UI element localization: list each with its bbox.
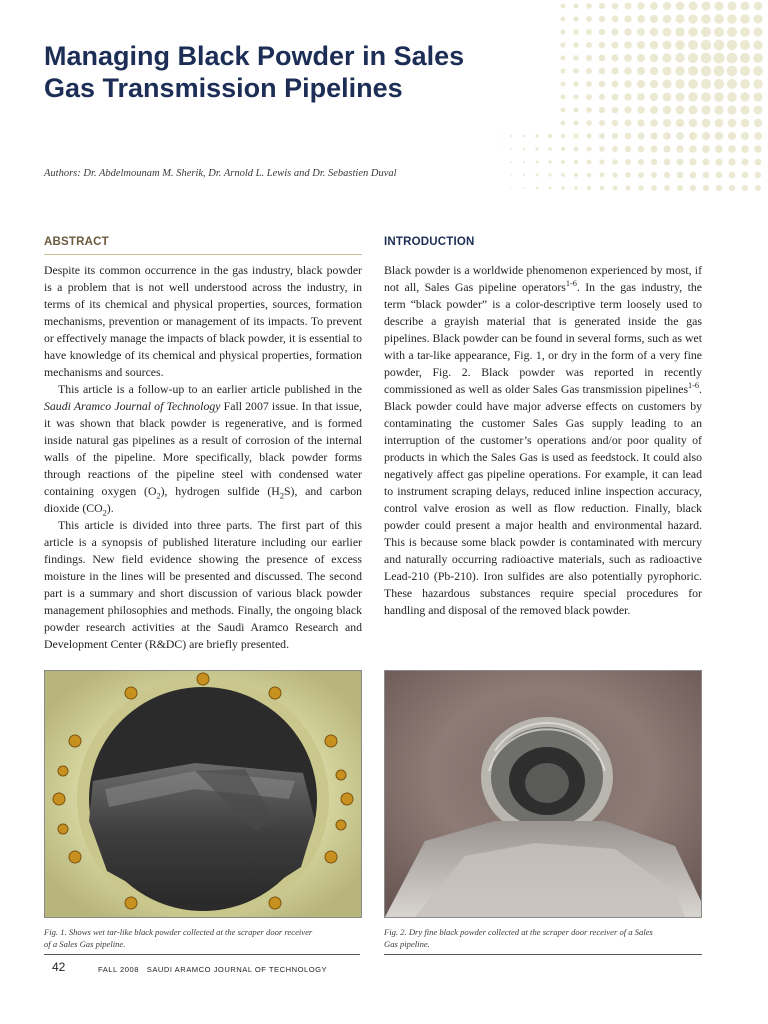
- decorative-dot: [740, 105, 749, 114]
- decorative-dot: [586, 94, 592, 100]
- decorative-dot: [688, 53, 698, 63]
- decorative-dot: [573, 81, 579, 87]
- decorative-dot: [510, 187, 511, 188]
- decorative-dot: [740, 53, 750, 63]
- decorative-dot: [728, 119, 737, 128]
- decorative-dot: [600, 186, 605, 191]
- abstract-body: [44, 262, 362, 653]
- decorative-dot: [625, 146, 631, 152]
- decorative-dot: [714, 27, 724, 37]
- decorative-dot: [611, 80, 618, 87]
- reference-superscript-1: 1-6: [565, 279, 577, 289]
- decorative-dot: [523, 161, 525, 163]
- decorative-dot: [702, 158, 709, 165]
- running-footer: FALL 2008 SAUDI ARAMCO JOURNAL OF TECHNOLOGY: [98, 965, 328, 974]
- decorative-dot: [523, 148, 526, 151]
- decorative-dot: [638, 133, 645, 140]
- decorative-dot: [714, 14, 724, 24]
- decorative-dot: [753, 92, 762, 101]
- decorative-dot: [664, 185, 670, 191]
- decorative-dot: [586, 107, 592, 113]
- decorative-dot: [599, 29, 606, 36]
- decorative-dot: [586, 133, 591, 138]
- decorative-dot: [612, 3, 619, 10]
- decorative-dot: [561, 17, 566, 22]
- decorative-dot: [753, 27, 762, 36]
- decorative-dot: [637, 106, 645, 114]
- hydrogen-subscript: 2: [279, 491, 284, 501]
- decorative-dot: [599, 68, 606, 75]
- decorative-dot: [625, 159, 631, 165]
- decorative-dot: [612, 120, 619, 127]
- decorative-dot: [690, 185, 696, 191]
- decorative-dot: [727, 92, 737, 102]
- decorative-dot: [701, 40, 711, 50]
- decorative-dot: [740, 92, 749, 101]
- decorative-dot: [535, 134, 538, 137]
- decorative-dot: [637, 2, 645, 10]
- decorative-dot: [702, 145, 710, 153]
- decorative-dot: [716, 185, 722, 191]
- decorative-dot: [728, 145, 736, 153]
- decorative-dot: [510, 161, 512, 163]
- decorative-dot: [599, 107, 605, 113]
- decorative-dot: [755, 185, 761, 191]
- decorative-dot: [688, 92, 697, 101]
- decorative-dot: [727, 66, 738, 77]
- decorative-dot: [599, 133, 605, 139]
- decorative-dot: [587, 186, 591, 190]
- decorative-dot: [637, 93, 645, 101]
- decorative-dot: [729, 185, 735, 191]
- decorative-dot: [688, 14, 697, 23]
- decorative-dot: [612, 172, 617, 177]
- decorative-dot: [574, 147, 579, 152]
- decorative-dot: [650, 41, 659, 50]
- decorative-dot: [599, 120, 605, 126]
- footer-rule-right: [384, 954, 702, 955]
- decorative-dot: [624, 67, 632, 75]
- decorative-dot: [637, 28, 645, 36]
- decorative-dot: [753, 14, 762, 23]
- decorative-dot: [727, 105, 736, 114]
- decorative-dot: [701, 53, 712, 64]
- decorative-dot: [703, 172, 710, 179]
- decorative-dot: [676, 106, 685, 115]
- decorative-dot: [714, 1, 723, 10]
- decorative-dot: [612, 94, 619, 101]
- decorative-dot: [716, 172, 723, 179]
- decorative-dot: [611, 67, 618, 74]
- decorative-dot: [741, 132, 749, 140]
- decorative-dot: [497, 148, 498, 149]
- decorative-dot: [599, 3, 605, 9]
- abstract-paragraph-3: This article is divided into three parts. The first part of this article is a synopsis of published literature including our earlier findings. New field evidence showing the presence of excess moisture in the lines will be presented and discussed. The second part is a summary and short discussion of various black powder management philosophies and methods. Finally, the ongoing black powder research activities at the Saudi Aramco Research and Development Center (R&DC) are briefly presented.: [44, 518, 362, 651]
- figure-2-photo: [384, 670, 702, 918]
- decorative-dot: [728, 158, 735, 165]
- decorative-dot: [624, 54, 632, 62]
- decorative-dot: [650, 67, 659, 76]
- decorative-dot: [650, 93, 658, 101]
- abstract-p2-text-a: This article is a follow-up to an earlier article published in the: [58, 382, 362, 396]
- decorative-dot: [637, 41, 645, 49]
- decorative-dot: [676, 2, 685, 11]
- decorative-dot: [729, 172, 736, 179]
- decorative-dot: [638, 159, 644, 165]
- abstract-p2-text-c: ), hydrogen sulfide (H: [160, 484, 280, 498]
- decorative-dot: [663, 106, 671, 114]
- decorative-dot: [561, 121, 566, 126]
- decorative-dot: [612, 133, 618, 139]
- journal-name: Saudi Aramco Journal of Technology: [44, 399, 221, 413]
- decorative-dot: [663, 119, 671, 127]
- decorative-dot: [536, 187, 539, 190]
- decorative-dot: [638, 172, 644, 178]
- decorative-dot: [715, 145, 723, 153]
- decorative-dot: [561, 147, 565, 151]
- decorative-dot: [612, 159, 618, 165]
- decorative-dot: [713, 52, 724, 63]
- decorative-dot: [624, 15, 631, 22]
- decorative-dot: [676, 15, 685, 24]
- decorative-dot: [650, 15, 658, 23]
- decorative-dot: [523, 135, 526, 138]
- decorative-dot: [599, 94, 605, 100]
- decorative-dot: [548, 134, 552, 138]
- decorative-dot: [715, 132, 723, 140]
- abstract-heading: ABSTRACT: [44, 236, 362, 255]
- decorative-dot: [561, 4, 566, 9]
- decorative-dot: [599, 81, 606, 88]
- page-number: 42: [52, 960, 66, 974]
- article-title: [44, 40, 564, 104]
- decorative-dot: [651, 146, 658, 153]
- decorative-dot: [510, 148, 512, 150]
- decorative-dot: [625, 185, 630, 190]
- decorative-dot: [664, 172, 670, 178]
- decorative-dot: [561, 186, 564, 189]
- decorative-dot: [637, 119, 644, 126]
- decorative-dot: [688, 79, 698, 89]
- decorative-dot: [663, 145, 670, 152]
- decorative-dot: [663, 132, 671, 140]
- decorative-dot: [675, 92, 684, 101]
- author-line: Authors: Dr. Abdelmounam M. Sherik, Dr. Arnold L. Lewis and Dr. Sebastien Duval: [44, 168, 397, 179]
- decorative-dot: [586, 42, 592, 48]
- decorative-dot: [574, 134, 579, 139]
- figure-2-caption: Fig. 2. Dry fine black powder collected at the scraper door receiver of a Sales Gas pipeline.: [384, 927, 653, 949]
- decorative-dot: [740, 40, 750, 50]
- decorative-dot: [637, 54, 645, 62]
- decorative-dot: [574, 160, 578, 164]
- decorative-dot: [587, 160, 592, 165]
- decorative-dot: [561, 134, 566, 139]
- introduction-paragraph: [384, 262, 702, 619]
- decorative-dot: [599, 159, 604, 164]
- decorative-dot: [727, 53, 738, 64]
- footer-rule-left: [44, 954, 360, 955]
- decorative-dot: [663, 93, 672, 102]
- decorative-dot: [573, 94, 578, 99]
- decorative-dot: [689, 132, 697, 140]
- decorative-dot: [689, 145, 697, 153]
- decorative-dot: [753, 79, 762, 88]
- decorative-dot: [727, 27, 737, 37]
- decorative-dot: [586, 68, 592, 74]
- decorative-dot: [740, 27, 750, 37]
- decorative-dot: [613, 186, 618, 191]
- decorative-dot: [753, 66, 763, 76]
- decorative-dot: [688, 27, 698, 37]
- oxygen-subscript: 2: [156, 491, 161, 501]
- decorative-dot: [675, 40, 685, 50]
- decorative-dot: [599, 55, 606, 62]
- decorative-dot: [611, 41, 618, 48]
- decorative-dot: [651, 185, 657, 191]
- reference-superscript-2: 1-6: [688, 381, 700, 391]
- decorative-dot: [662, 53, 671, 62]
- decorative-dot: [573, 107, 578, 112]
- decorative-dot: [497, 135, 498, 136]
- decorative-dot: [599, 16, 605, 22]
- abstract-p2-text-e: ).: [106, 501, 114, 515]
- decorative-dot: [714, 40, 725, 51]
- decorative-dot: [548, 160, 552, 164]
- decorative-dot: [727, 40, 737, 50]
- decorative-dot: [573, 3, 578, 8]
- intro-text-c: . Black powder could have major adverse effects on customers by contaminating the customer Sales Gas supply leading to an interruption of the customer’s operations and/or poor quality of products in which the Sales Gas is used as feedstock. It could also negatively affect gas pipeline operations. For example, it can lead to instrument scraping delays, reduced inline inspection accuracy, control valve erosion as well as flow reduction. Finally, black powder could present a major health and environmental hazard. This is because some black powder is contaminated with mercury and naturally occurring radioactive materials, such as radioactive Lead-210 (Pb-210). Iron sulfides are also potentially pyrophoric. These hazardous substances require special procedures for handling and disposal of the removed black powder.: [384, 382, 702, 617]
- decorative-dot: [688, 66, 698, 76]
- decorative-dot: [715, 158, 722, 165]
- decorative-dot: [624, 80, 632, 88]
- decorative-dot: [650, 54, 659, 63]
- decorative-dot: [742, 172, 749, 179]
- decorative-dot: [662, 40, 671, 49]
- decorative-dot: [754, 119, 762, 127]
- decorative-dot: [689, 158, 696, 165]
- decorative-dot: [740, 14, 749, 23]
- decorative-dot: [637, 15, 645, 23]
- decorative-dot: [754, 158, 761, 165]
- decorative-dot: [650, 119, 658, 127]
- decorative-dot: [612, 107, 619, 114]
- decorative-dot: [676, 145, 683, 152]
- decorative-dot: [663, 28, 672, 37]
- decorative-dot: [663, 2, 671, 10]
- intro-text-a: Black powder is a worldwide phenomenon experienced by most, if not all, Sales Gas pipeline operators: [384, 263, 702, 294]
- introduction-heading: INTRODUCTION: [384, 236, 475, 248]
- abstract-p2-text-b: Fall 2007 issue. In that issue, it was shown that black powder is regenerative, and is formed inside natural gas pipelines as a result of corrosion of the internal walls of the pipeline. More specifically, black powder forms through reactions of the pipeline steel with condensed water containing oxygen (O: [44, 399, 362, 498]
- article-title-line-2: Gas Transmission Pipelines: [44, 73, 403, 103]
- decorative-dot: [573, 16, 578, 21]
- decorative-dot: [573, 55, 579, 61]
- decorative-dot: [727, 14, 737, 24]
- decorative-dot: [625, 133, 632, 140]
- decorative-dot: [611, 54, 618, 61]
- decorative-dot: [664, 159, 671, 166]
- decorative-dot: [701, 79, 711, 89]
- decorative-dot: [637, 80, 645, 88]
- decorative-dot: [690, 172, 697, 179]
- decorative-dot: [611, 28, 618, 35]
- decorative-dot: [702, 119, 711, 128]
- decorative-dot: [677, 172, 684, 179]
- decorative-dot: [727, 1, 736, 10]
- decorative-dot: [714, 66, 725, 77]
- decorative-dot: [651, 159, 658, 166]
- decorative-dot: [612, 146, 618, 152]
- decorative-dot: [650, 2, 658, 10]
- decorative-dot: [675, 27, 684, 36]
- decorative-dot: [638, 146, 645, 153]
- decorative-dot: [573, 29, 579, 35]
- decorative-dot: [728, 132, 736, 140]
- decorative-dot: [754, 132, 762, 140]
- decorative-dot: [753, 40, 763, 50]
- decorative-dot: [742, 185, 748, 191]
- decorative-dot: [573, 120, 578, 125]
- decorative-dot: [754, 106, 763, 115]
- decorative-dot: [727, 79, 737, 89]
- decorative-dot: [535, 147, 538, 150]
- decorative-dot: [548, 147, 552, 151]
- decorative-dot: [586, 16, 592, 22]
- decorative-dot: [714, 105, 723, 114]
- decorative-dot: [675, 66, 685, 76]
- abstract-p2-text-d: S), and carbon dioxide (CO: [44, 484, 363, 515]
- decorative-dot: [754, 2, 763, 11]
- decorative-dot: [624, 93, 631, 100]
- decorative-dot: [624, 28, 632, 36]
- co2-subscript: 2: [102, 508, 107, 518]
- decorative-dot: [715, 119, 724, 128]
- decorative-dot: [650, 132, 657, 139]
- decorative-dot: [689, 2, 698, 11]
- decorative-dot: [624, 2, 631, 9]
- decorative-dot: [701, 14, 711, 24]
- decorative-dot: [740, 66, 750, 76]
- decorative-dot: [676, 132, 684, 140]
- decorative-dot: [662, 66, 671, 75]
- decorative-dot: [599, 146, 605, 152]
- decorative-dot: [624, 106, 631, 113]
- decorative-dot: [741, 158, 748, 165]
- decorative-dot: [573, 42, 579, 48]
- decorative-dot: [650, 80, 659, 89]
- article-title-line-1: Managing Black Powder in Sales: [44, 41, 465, 71]
- decorative-dot: [741, 119, 750, 128]
- decorative-dot: [625, 120, 632, 127]
- decorative-dot: [561, 108, 566, 113]
- decorative-dot: [675, 53, 685, 63]
- decorative-dot: [560, 29, 565, 34]
- decorative-dot: [637, 67, 645, 75]
- decorative-dot: [586, 55, 592, 61]
- decorative-dot: [676, 119, 684, 127]
- decorative-dot: [612, 16, 619, 23]
- decorative-dot: [574, 186, 578, 190]
- decorative-dot: [586, 120, 592, 126]
- decorative-dot: [701, 66, 712, 77]
- decorative-dot: [663, 15, 672, 24]
- decorative-dot: [650, 106, 658, 114]
- decorative-dot: [689, 119, 698, 128]
- decorative-dot: [523, 187, 525, 189]
- decorative-dot: [677, 185, 683, 191]
- intro-text-b: . In the gas industry, the term “black powder” is a color-descriptive term loosely used to describe a grayish material that is generated inside the gas pipelines. Black powder can be found in several forms, such as wet with a tar-like appearance, Fig. 1, or dry in the form of a very fine powder, Fig. 2. Black powder was reported in recently commissioned as well as older Sales Gas transmission pipelines: [384, 280, 702, 396]
- decorative-dot: [650, 28, 658, 36]
- decorative-dot: [548, 186, 551, 189]
- decorative-dot: [625, 172, 631, 178]
- decorative-dot: [651, 172, 657, 178]
- decorative-dot: [701, 27, 711, 37]
- decorative-dot: [688, 105, 697, 114]
- decorative-dot: [701, 1, 710, 10]
- decorative-dot: [741, 2, 750, 11]
- decorative-dot: [740, 79, 750, 89]
- decorative-dot: [535, 160, 538, 163]
- decorative-dot: [586, 29, 592, 35]
- decorative-dot: [675, 79, 684, 88]
- abstract-paragraph-2: [44, 381, 362, 517]
- decorative-dot: [701, 105, 710, 114]
- decorative-dot: [714, 92, 724, 102]
- figure-1-photo: [44, 670, 362, 918]
- decorative-dot: [510, 135, 512, 137]
- decorative-dot: [755, 172, 762, 179]
- decorative-dot: [586, 81, 592, 87]
- decorative-dot: [624, 41, 632, 49]
- decorative-dot: [701, 92, 711, 102]
- decorative-dot: [677, 159, 684, 166]
- decorative-dot: [561, 160, 565, 164]
- decorative-dot: [703, 185, 709, 191]
- decorative-dot: [754, 145, 761, 152]
- decorative-dot: [663, 80, 672, 89]
- figure-1-caption: Fig. 1. Shows wet tar-like black powder collected at the scraper door receiver of a Sales Gas pipeline.: [44, 927, 313, 949]
- decorative-dot: [586, 146, 591, 151]
- decorative-dot: [586, 3, 592, 9]
- abstract-paragraph-1: Despite its common occurrence in the gas industry, black powder is a problem that is not well understood across the industry, in terms of its chemical and physical properties, sources, formation mechanisms, prevention or management of its impacts. To prevent or effectively manage the impacts of black powder, it is essential to have knowledge of its chemical and physical properties, formation mechanisms and sources.: [44, 263, 362, 379]
- decorative-dot: [753, 53, 763, 63]
- decorative-dot: [688, 40, 698, 50]
- decorative-dot: [702, 132, 710, 140]
- decorative-dot: [714, 79, 724, 89]
- decorative-dot: [741, 145, 749, 153]
- decorative-dot: [573, 68, 579, 74]
- decorative-dot: [638, 185, 643, 190]
- decorative-dot: [599, 42, 606, 49]
- introduction-body: [384, 262, 702, 619]
